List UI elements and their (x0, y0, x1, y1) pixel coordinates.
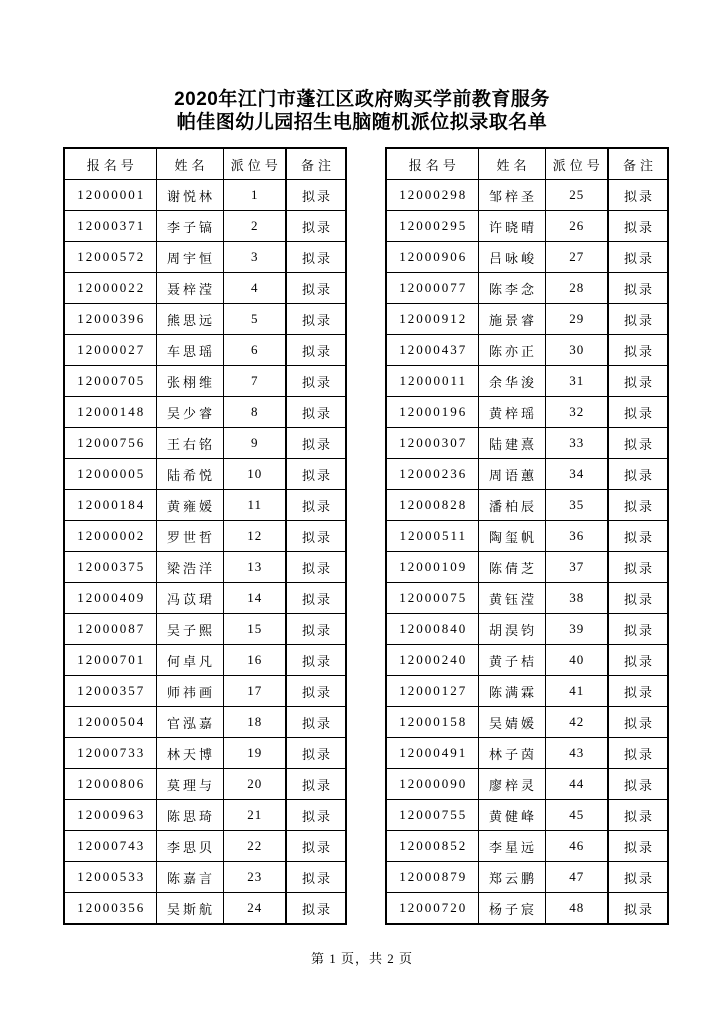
reg-no-cell: 12000027 (64, 335, 156, 366)
draw-no-cell: 36 (545, 521, 608, 552)
remark-cell: 拟录 (608, 893, 668, 925)
table-row (64, 459, 346, 490)
table-header-row (386, 148, 668, 180)
remark-cell: 拟录 (286, 862, 346, 893)
reg-no-cell: 12000437 (386, 335, 478, 366)
remark-cell: 拟录 (608, 769, 668, 800)
table-row (386, 707, 668, 738)
table-row (64, 707, 346, 738)
draw-no-cell: 47 (545, 862, 608, 893)
draw-no-cell: 30 (545, 335, 608, 366)
name-cell: 施景睿 (478, 304, 545, 335)
remark-cell: 拟录 (608, 862, 668, 893)
reg-no-cell: 12000743 (64, 831, 156, 862)
remark-cell: 拟录 (286, 428, 346, 459)
table-row (386, 304, 668, 335)
name-cell: 冯苡珺 (156, 583, 223, 614)
reg-no-cell: 12000196 (386, 397, 478, 428)
draw-no-cell: 9 (223, 428, 286, 459)
table-row (386, 676, 668, 707)
remark-cell: 拟录 (608, 211, 668, 242)
table-row (64, 242, 346, 273)
reg-no-cell: 12000733 (64, 738, 156, 769)
header-reg-no: 报名号 (64, 148, 156, 180)
draw-no-cell: 11 (223, 490, 286, 521)
name-cell: 陈李念 (478, 273, 545, 304)
remark-cell: 拟录 (286, 583, 346, 614)
remark-cell: 拟录 (608, 831, 668, 862)
name-cell: 潘柏辰 (478, 490, 545, 521)
remark-cell: 拟录 (286, 335, 346, 366)
name-cell: 吴斯航 (156, 893, 223, 925)
name-cell: 陈思琦 (156, 800, 223, 831)
draw-no-cell: 45 (545, 800, 608, 831)
table-row (64, 800, 346, 831)
page-title (0, 88, 724, 134)
table-row (64, 614, 346, 645)
table-row (386, 397, 668, 428)
remark-cell: 拟录 (286, 459, 346, 490)
reg-no-cell: 12000912 (386, 304, 478, 335)
draw-no-cell: 27 (545, 242, 608, 273)
table-row (386, 862, 668, 893)
reg-no-cell: 12000090 (386, 769, 478, 800)
remark-cell: 拟录 (286, 893, 346, 925)
remark-cell: 拟录 (608, 676, 668, 707)
remark-cell: 拟录 (286, 831, 346, 862)
header-draw-no: 派位号 (545, 148, 608, 180)
table-header-row (64, 148, 346, 180)
name-cell: 胡淏钧 (478, 614, 545, 645)
name-cell: 邹梓圣 (478, 180, 545, 211)
draw-no-cell: 35 (545, 490, 608, 521)
table-row (64, 738, 346, 769)
name-cell: 许晓晴 (478, 211, 545, 242)
admission-table-right (385, 147, 669, 925)
table-row (386, 769, 668, 800)
reg-no-cell: 12000533 (64, 862, 156, 893)
reg-no-cell: 12000184 (64, 490, 156, 521)
name-cell: 王右铭 (156, 428, 223, 459)
reg-no-cell: 12000002 (64, 521, 156, 552)
header-remark: 备注 (608, 148, 668, 180)
table-row (386, 366, 668, 397)
draw-no-cell: 25 (545, 180, 608, 211)
reg-no-cell: 12000087 (64, 614, 156, 645)
table-row (64, 552, 346, 583)
table-row (64, 676, 346, 707)
table-row (64, 397, 346, 428)
header-name: 姓名 (478, 148, 545, 180)
reg-no-cell: 12000295 (386, 211, 478, 242)
remark-cell: 拟录 (286, 552, 346, 583)
table-row (64, 831, 346, 862)
reg-no-cell: 12000158 (386, 707, 478, 738)
remark-cell: 拟录 (608, 397, 668, 428)
header-reg-no: 报名号 (386, 148, 478, 180)
name-cell: 林子茵 (478, 738, 545, 769)
reg-no-cell: 12000840 (386, 614, 478, 645)
reg-no-cell: 12000077 (386, 273, 478, 304)
reg-no-cell: 12000572 (64, 242, 156, 273)
name-cell: 陈亦正 (478, 335, 545, 366)
remark-cell: 拟录 (286, 521, 346, 552)
table-row (386, 893, 668, 925)
table-row (64, 273, 346, 304)
reg-no-cell: 12000357 (64, 676, 156, 707)
table-row (386, 273, 668, 304)
name-cell: 黄健峰 (478, 800, 545, 831)
remark-cell: 拟录 (608, 459, 668, 490)
name-cell: 何卓凡 (156, 645, 223, 676)
reg-no-cell: 12000236 (386, 459, 478, 490)
table-row (64, 366, 346, 397)
remark-cell: 拟录 (286, 490, 346, 521)
name-cell: 张栩维 (156, 366, 223, 397)
reg-no-cell: 12000701 (64, 645, 156, 676)
remark-cell: 拟录 (608, 738, 668, 769)
reg-no-cell: 12000806 (64, 769, 156, 800)
draw-no-cell: 19 (223, 738, 286, 769)
name-cell: 吕咏峻 (478, 242, 545, 273)
draw-no-cell: 16 (223, 645, 286, 676)
reg-no-cell: 12000011 (386, 366, 478, 397)
name-cell: 李思贝 (156, 831, 223, 862)
remark-cell: 拟录 (608, 180, 668, 211)
name-cell: 吴少睿 (156, 397, 223, 428)
remark-cell: 拟录 (286, 707, 346, 738)
table-row (386, 428, 668, 459)
table-row (386, 738, 668, 769)
table-row (64, 180, 346, 211)
reg-no-cell: 12000396 (64, 304, 156, 335)
remark-cell: 拟录 (286, 211, 346, 242)
table-row (386, 552, 668, 583)
remark-cell: 拟录 (608, 366, 668, 397)
table-row (64, 862, 346, 893)
reg-no-cell: 12000005 (64, 459, 156, 490)
remark-cell: 拟录 (608, 552, 668, 583)
draw-no-cell: 14 (223, 583, 286, 614)
table-row (386, 335, 668, 366)
draw-no-cell: 12 (223, 521, 286, 552)
name-cell: 李子镐 (156, 211, 223, 242)
remark-cell: 拟录 (286, 738, 346, 769)
reg-no-cell: 12000109 (386, 552, 478, 583)
name-cell: 林天博 (156, 738, 223, 769)
name-cell: 师祎画 (156, 676, 223, 707)
draw-no-cell: 10 (223, 459, 286, 490)
name-cell: 陆希悦 (156, 459, 223, 490)
header-name: 姓名 (156, 148, 223, 180)
remark-cell: 拟录 (286, 397, 346, 428)
draw-no-cell: 48 (545, 893, 608, 925)
draw-no-cell: 7 (223, 366, 286, 397)
draw-no-cell: 20 (223, 769, 286, 800)
remark-cell: 拟录 (608, 335, 668, 366)
name-cell: 陶玺帆 (478, 521, 545, 552)
table-row (386, 459, 668, 490)
draw-no-cell: 33 (545, 428, 608, 459)
table-row (386, 211, 668, 242)
remark-cell: 拟录 (286, 800, 346, 831)
reg-no-cell: 12000022 (64, 273, 156, 304)
draw-no-cell: 2 (223, 211, 286, 242)
reg-no-cell: 12000755 (386, 800, 478, 831)
table-row (386, 583, 668, 614)
admission-table-left (63, 147, 347, 925)
remark-cell: 拟录 (608, 645, 668, 676)
draw-no-cell: 6 (223, 335, 286, 366)
remark-cell: 拟录 (608, 707, 668, 738)
table-row (386, 490, 668, 521)
name-cell: 陆建熹 (478, 428, 545, 459)
name-cell: 黄雍媛 (156, 490, 223, 521)
name-cell: 周宇恒 (156, 242, 223, 273)
remark-cell: 拟录 (608, 614, 668, 645)
remark-cell: 拟录 (608, 521, 668, 552)
reg-no-cell: 12000756 (64, 428, 156, 459)
draw-no-cell: 23 (223, 862, 286, 893)
reg-no-cell: 12000963 (64, 800, 156, 831)
name-cell: 陈倩芝 (478, 552, 545, 583)
draw-no-cell: 8 (223, 397, 286, 428)
name-cell: 黄钰滢 (478, 583, 545, 614)
reg-no-cell: 12000001 (64, 180, 156, 211)
draw-no-cell: 41 (545, 676, 608, 707)
table-row (386, 800, 668, 831)
name-cell: 莫理与 (156, 769, 223, 800)
reg-no-cell: 12000409 (64, 583, 156, 614)
table-row (64, 645, 346, 676)
draw-no-cell: 42 (545, 707, 608, 738)
name-cell: 谢悦林 (156, 180, 223, 211)
reg-no-cell: 12000705 (64, 366, 156, 397)
reg-no-cell: 12000127 (386, 676, 478, 707)
page-title-line2: 帕佳图幼儿园招生电脑随机派位拟录取名单 (176, 112, 548, 133)
table-row (64, 428, 346, 459)
remark-cell: 拟录 (608, 304, 668, 335)
name-cell: 吴婧媛 (478, 707, 545, 738)
draw-no-cell: 17 (223, 676, 286, 707)
name-cell: 周语蕙 (478, 459, 545, 490)
remark-cell: 拟录 (286, 645, 346, 676)
draw-no-cell: 31 (545, 366, 608, 397)
draw-no-cell: 43 (545, 738, 608, 769)
draw-no-cell: 34 (545, 459, 608, 490)
remark-cell: 拟录 (608, 273, 668, 304)
reg-no-cell: 12000075 (386, 583, 478, 614)
draw-no-cell: 28 (545, 273, 608, 304)
draw-no-cell: 46 (545, 831, 608, 862)
table-row (64, 583, 346, 614)
draw-no-cell: 4 (223, 273, 286, 304)
name-cell: 熊思远 (156, 304, 223, 335)
remark-cell: 拟录 (608, 800, 668, 831)
reg-no-cell: 12000491 (386, 738, 478, 769)
draw-no-cell: 29 (545, 304, 608, 335)
name-cell: 梁浩洋 (156, 552, 223, 583)
reg-no-cell: 12000720 (386, 893, 478, 925)
draw-no-cell: 26 (545, 211, 608, 242)
header-draw-no: 派位号 (223, 148, 286, 180)
reg-no-cell: 12000307 (386, 428, 478, 459)
draw-no-cell: 5 (223, 304, 286, 335)
draw-no-cell: 18 (223, 707, 286, 738)
draw-no-cell: 24 (223, 893, 286, 925)
table-row (386, 645, 668, 676)
table-row (386, 614, 668, 645)
reg-no-cell: 12000504 (64, 707, 156, 738)
page-number: 第 1 页，共 2 页 (310, 951, 413, 966)
name-cell: 廖梓灵 (478, 769, 545, 800)
remark-cell: 拟录 (286, 769, 346, 800)
name-cell: 车思瑶 (156, 335, 223, 366)
table-row (386, 521, 668, 552)
name-cell: 杨子宸 (478, 893, 545, 925)
remark-cell: 拟录 (286, 366, 346, 397)
name-cell: 黄子桔 (478, 645, 545, 676)
remark-cell: 拟录 (286, 180, 346, 211)
draw-no-cell: 40 (545, 645, 608, 676)
name-cell: 郑云鹏 (478, 862, 545, 893)
remark-cell: 拟录 (286, 242, 346, 273)
header-remark: 备注 (286, 148, 346, 180)
table-row (64, 335, 346, 366)
reg-no-cell: 12000828 (386, 490, 478, 521)
remark-cell: 拟录 (286, 273, 346, 304)
table-row (386, 831, 668, 862)
draw-no-cell: 13 (223, 552, 286, 583)
reg-no-cell: 12000356 (64, 893, 156, 925)
reg-no-cell: 12000852 (386, 831, 478, 862)
name-cell: 陈满霖 (478, 676, 545, 707)
reg-no-cell: 12000148 (64, 397, 156, 428)
draw-no-cell: 37 (545, 552, 608, 583)
draw-no-cell: 22 (223, 831, 286, 862)
name-cell: 官泓嘉 (156, 707, 223, 738)
name-cell: 罗世哲 (156, 521, 223, 552)
reg-no-cell: 12000375 (64, 552, 156, 583)
draw-no-cell: 21 (223, 800, 286, 831)
table-row (64, 769, 346, 800)
name-cell: 余华浚 (478, 366, 545, 397)
table-row (64, 521, 346, 552)
name-cell: 李星远 (478, 831, 545, 862)
draw-no-cell: 39 (545, 614, 608, 645)
table-row (64, 304, 346, 335)
table-row (386, 180, 668, 211)
table-row (64, 211, 346, 242)
draw-no-cell: 38 (545, 583, 608, 614)
name-cell: 聂梓滢 (156, 273, 223, 304)
remark-cell: 拟录 (608, 428, 668, 459)
table-row (386, 242, 668, 273)
remark-cell: 拟录 (608, 490, 668, 521)
table-row (64, 893, 346, 925)
draw-no-cell: 15 (223, 614, 286, 645)
page-title-line1: 2020年江门市蓬江区政府购买学前教育服务 (174, 89, 550, 110)
remark-cell: 拟录 (608, 583, 668, 614)
reg-no-cell: 12000371 (64, 211, 156, 242)
reg-no-cell: 12000240 (386, 645, 478, 676)
name-cell: 黄梓瑶 (478, 397, 545, 428)
draw-no-cell: 32 (545, 397, 608, 428)
draw-no-cell: 44 (545, 769, 608, 800)
name-cell: 陈嘉言 (156, 862, 223, 893)
draw-no-cell: 3 (223, 242, 286, 273)
table-row (64, 490, 346, 521)
reg-no-cell: 12000298 (386, 180, 478, 211)
remark-cell: 拟录 (286, 304, 346, 335)
reg-no-cell: 12000879 (386, 862, 478, 893)
reg-no-cell: 12000511 (386, 521, 478, 552)
reg-no-cell: 12000906 (386, 242, 478, 273)
remark-cell: 拟录 (286, 676, 346, 707)
name-cell: 吴子熙 (156, 614, 223, 645)
remark-cell: 拟录 (286, 614, 346, 645)
draw-no-cell: 1 (223, 180, 286, 211)
remark-cell: 拟录 (608, 242, 668, 273)
